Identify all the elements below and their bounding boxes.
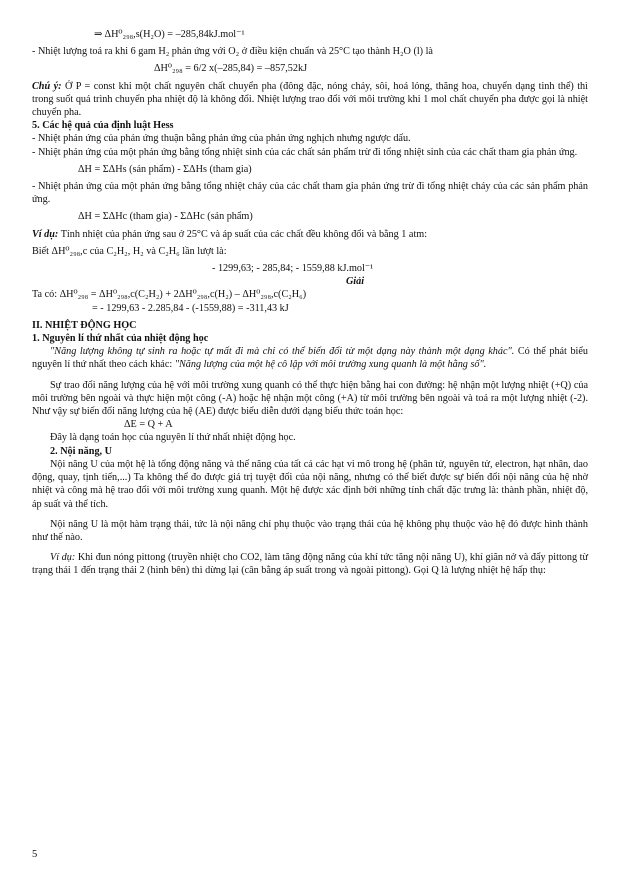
section5-title: 5. Các hệ quả của định luật Hess	[32, 120, 174, 132]
first-law-eq: ΔE = Q + A	[124, 419, 173, 431]
note-paragraph	[32, 80, 588, 120]
sub1-quote: "Năng lượng không tự sinh ra hoặc tự mất đi mà chỉ có thể biến đổi từ một dạng này thành một dạng khác".	[50, 346, 515, 358]
sub1-para: Sự trao đổi năng lượng của hệ với môi trường xung quanh có thể thực hiện bằng hai con đường: hệ nhận một lượng nhiệt (+Q) của môi trường bên ngoài và thực hiện một công (-A) hoặc hệ nhận một công (+A) từ môi trường bên ngoài và toả ra một lượng nhiệt (-2). Như vậy sự biến đổi năng lượng của hệ (AE) được biểu diễn dưới dạng biểu thức toán học:	[32, 379, 588, 418]
example-paragraph	[32, 228, 588, 241]
top-equation: ⇒ ΔH⁰₂₉₈,s(H₂O) = –285,84kJ.mol⁻¹	[94, 29, 245, 40]
given-values: - 1299,63; - 285,84; - 1559,88 kJ.mol⁻¹	[212, 263, 374, 275]
solution-eq1: Ta có: ΔH⁰₂₉₈ = ΔH⁰₂₉₈,c(C₂H₂) + 2ΔH⁰₂₉₈,c(H₂) – ΔH⁰₂₉₈,c(C₂H₆)	[32, 289, 307, 301]
sub1-quote2: "Năng lượng của một hệ cô lập với môi trường xung quanh là một hằng số".	[174, 359, 487, 371]
heat-equation: ΔH⁰₂₉₈ = 6/2 x(–285,84) = –857,52kJ	[154, 63, 308, 75]
sub2-para1: Nội năng U của một hệ là tổng động năng và thế năng của tất cả các hạt vi mô trong hệ (phân tử, nguyên tử, electron, hạt nhân, dao động, quay, tịnh tiến,...) Ta không thể đo được giá trị tuyệt đối của nội năng, nhưng có thể biết được sự biến đổi nội năng của hệ nhờ nhiệt và công mà hệ trao đổi với môi trường xung quanh. Một hệ được xác định bởi những tính chất đặc trưng là: thành phần, nhiệt độ, áp suất và thể tích.	[32, 458, 588, 510]
section2-title: II. NHIỆT ĐỘNG HỌC	[32, 319, 137, 331]
first-law-note: Đây là dạng toán học của nguyên lí thứ nhất nhiệt động học.	[50, 432, 296, 444]
sub1-intro	[32, 345, 588, 371]
heat-line: - Nhiệt lượng toả ra khi 6 gam H₂ phản ứng với O₂ ở điều kiện chuẩn và 25°C tạo thành H₂O (l) là	[32, 46, 433, 58]
sub1-mid: Có thể phát biểu nguyên lí thứ nhất theo cách khác:	[32, 346, 588, 371]
eq-formation: ΔH = ΣΔHs (sản phẩm) - ΣΔHs (tham gia)	[78, 163, 252, 175]
example2-paragraph	[32, 551, 588, 577]
sub2-title: 2. Nội năng, U	[50, 445, 112, 457]
solution-label: Giải	[345, 276, 365, 288]
example-text: Tính nhiệt của phản ứng sau ở 25°C và áp suất của các chất đều không đổi và bằng 1 atm:	[58, 228, 428, 240]
example2-label: Ví dụ:	[50, 552, 76, 564]
example2-text: Khi đun nóng pittong (truyền nhiệt cho CO2, làm tăng động năng của khí tức tăng nội năng U), khí giãn nở và đẩy pittong từ trạng thái 1 đến trạng thái 2 (hình bên) thì dừng lại (cân bằng áp suất trong và ngoài pittong). Gọi Q là lượng nhiệt hệ hấp thụ:	[32, 552, 588, 577]
solution-eq2: = - 1299,63 - 2.285,84 - (-1559,88) = -311,43 kJ	[92, 302, 289, 314]
document-page	[32, 28, 588, 578]
note-text: Ở P = const khi một chất nguyên chất chuyển pha (đông đặc, nóng chảy, sôi, hoá lỏng, thăng hoa, chuyển dạng tinh thể) thì trong suốt quá trình chuyển pha nhiệt độ là không đổi. Nhiệt lượng trao đổi với môi trường khi 1 mol chất chuyển pha được gọi là nhiệt chuyển pha.	[32, 80, 588, 119]
page-number: 5	[32, 849, 38, 860]
bullet-1: - Nhiệt phản ứng của phản ứng thuận bằng phản ứng của phản ứng nghịch nhưng ngược dấu.	[32, 133, 411, 145]
eq-combustion: ΔH = ΣΔHc (tham gia) - ΣΔHc (sản phẩm)	[78, 211, 253, 223]
example-label: Ví dụ:	[32, 228, 59, 240]
note-label: Chú ý:	[32, 80, 62, 92]
bullet-3: - Nhiệt phản ứng của một phản ứng bằng tổng nhiệt cháy của các chất tham gia phản ứng trừ đi tổng nhiệt cháy của các sản phẩm phản ứng.	[32, 181, 588, 206]
bullet-2: - Nhiệt phản ứng của một phản ứng bằng tổng nhiệt sinh của các chất sản phẩm trừ đi tổng nhiệt sinh của các chất tham gia phản ứng.	[32, 146, 578, 158]
sub1-title: 1. Nguyên lí thứ nhất của nhiệt động học	[32, 333, 209, 345]
given-line: Biết ΔH⁰₂₉₈,c của C₂H₂, H₂ và C₂H₆ lần lượt là:	[32, 245, 227, 257]
sub2-para2: Nội năng U là một hàm trạng thái, tức là nội năng chỉ phụ thuộc vào trạng thái của hệ không phụ thuộc vào hệ đó được hình thành như thế nào.	[32, 518, 588, 543]
